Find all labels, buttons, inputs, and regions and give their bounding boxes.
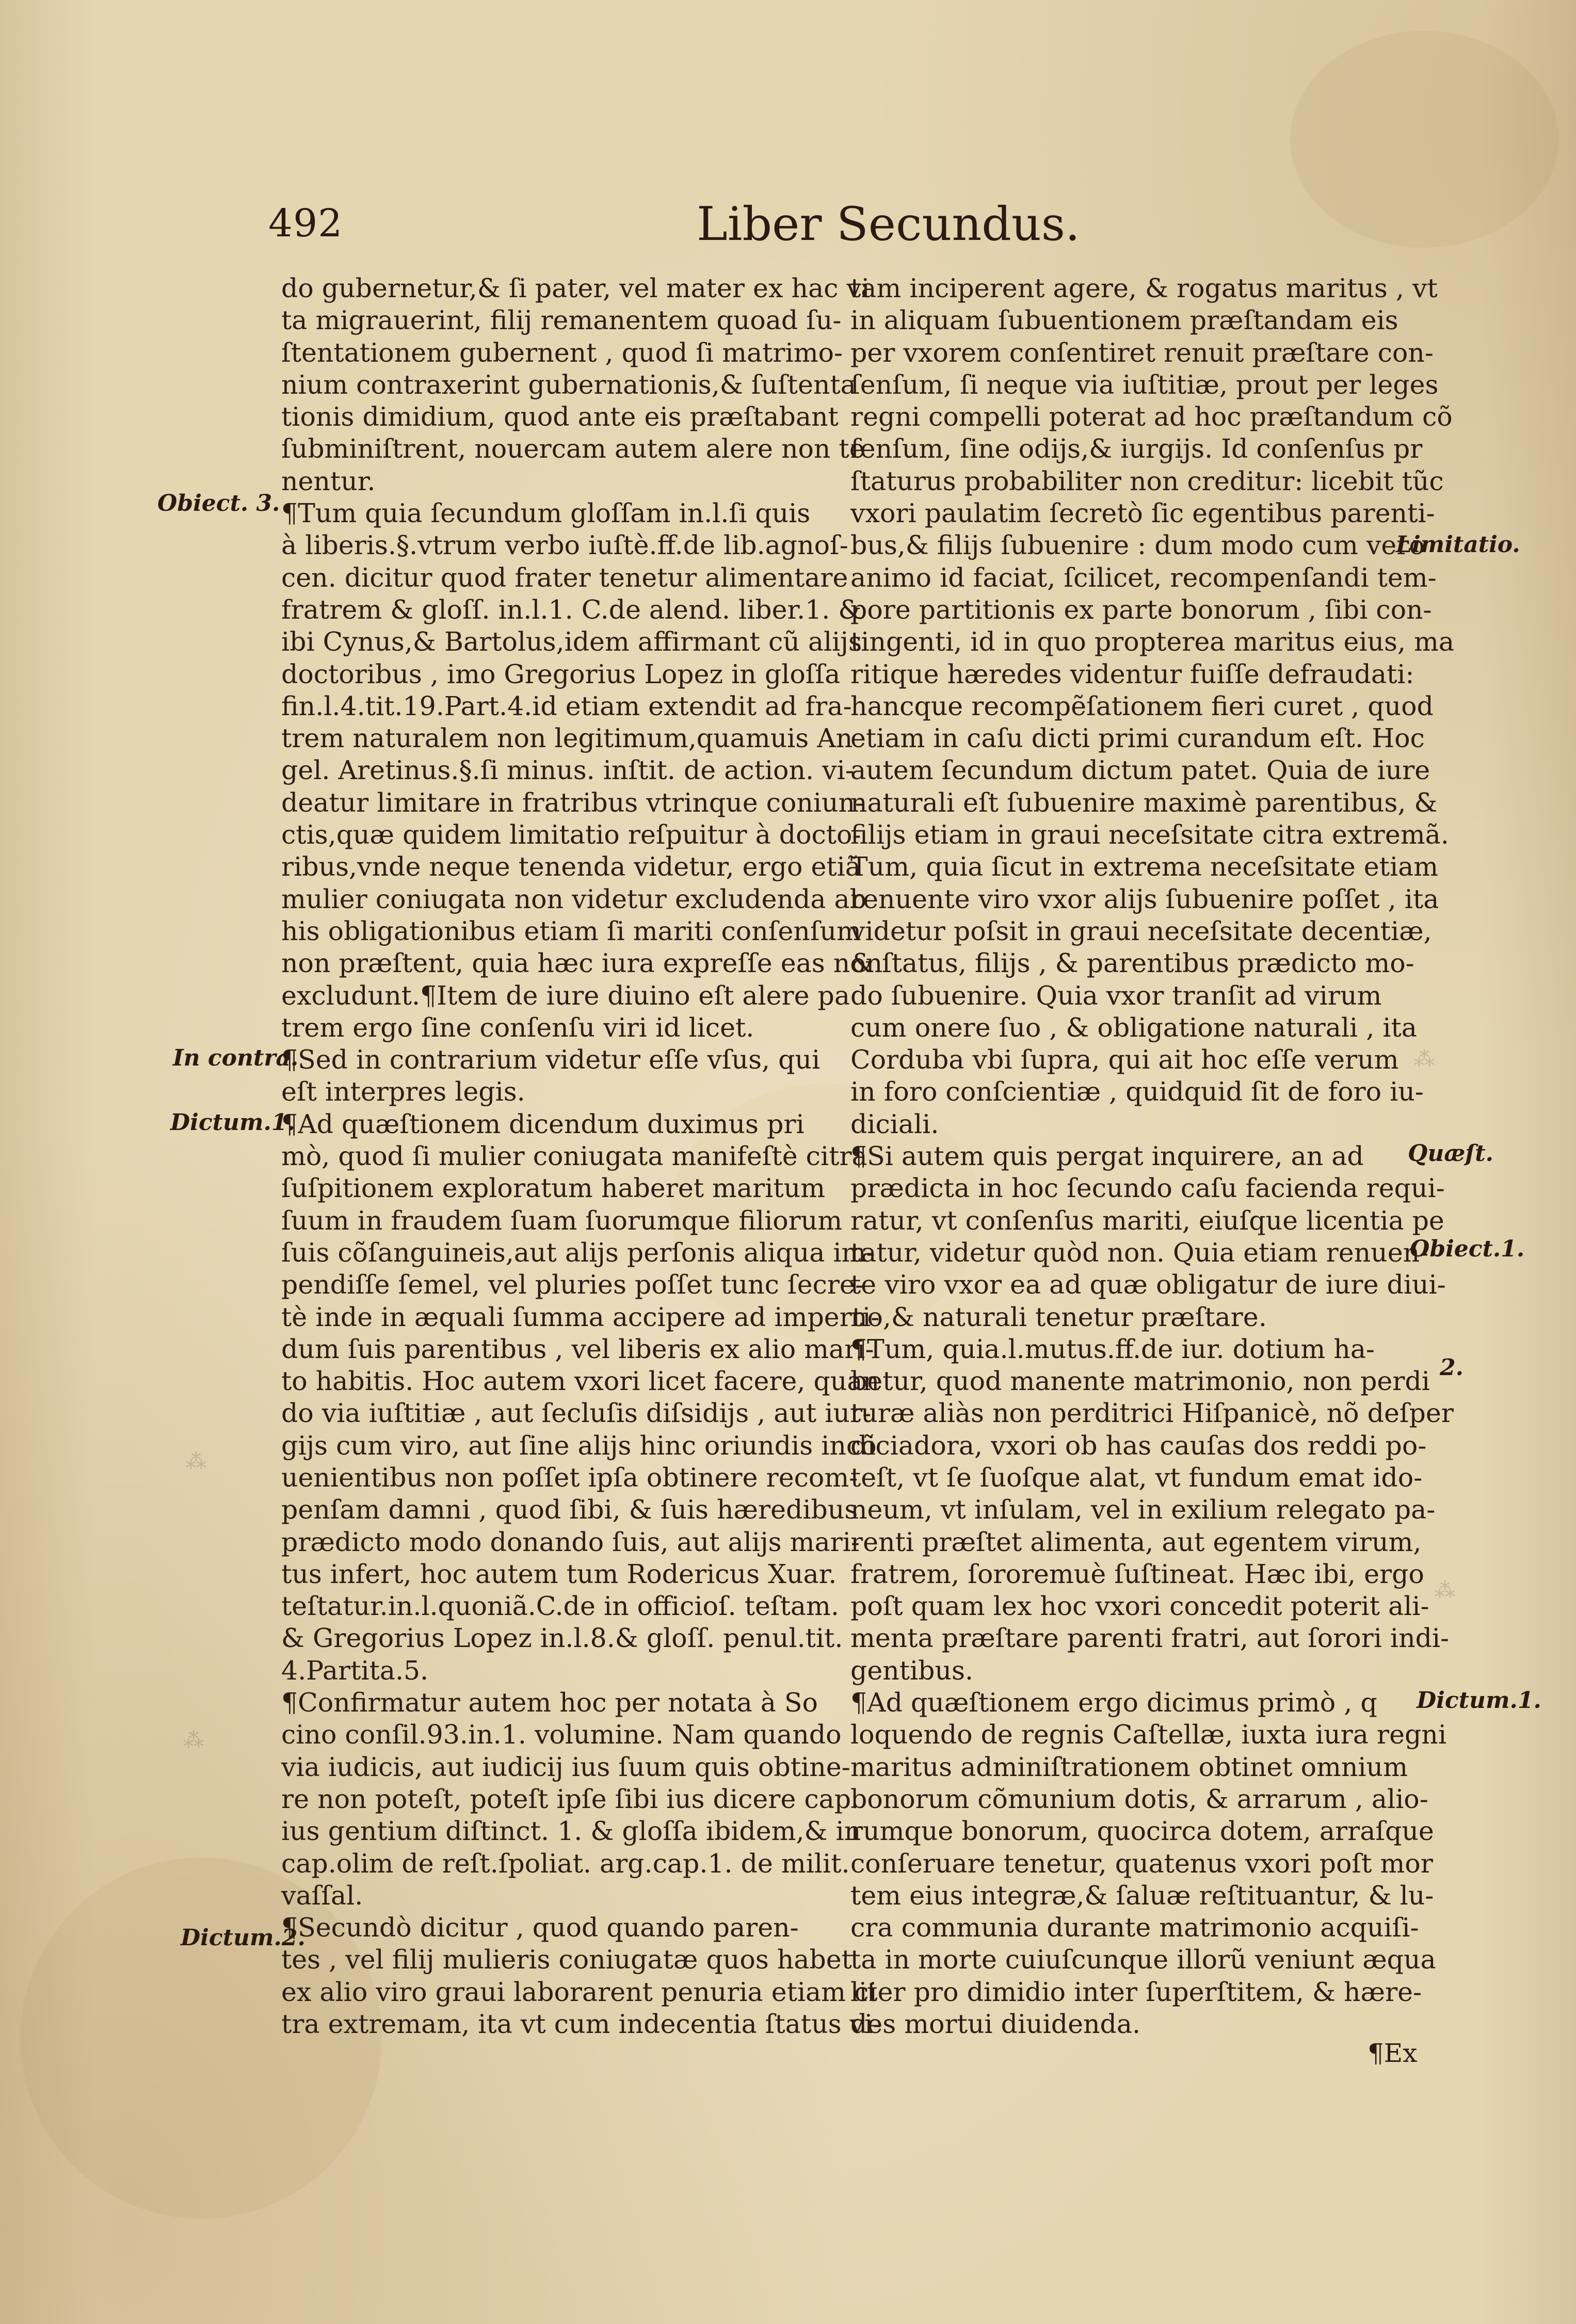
page-number: 492 bbox=[268, 201, 343, 246]
text-line: to habitis. Hoc autem vxori licet facere, quan bbox=[281, 1366, 880, 1397]
text-line: ſenſum, ſi neque via iuſtitiæ, prout per leges bbox=[850, 369, 1439, 400]
text-line: tra extremam, ita vt cum indecentia ſtatus vi- bbox=[281, 2009, 882, 2040]
text-line: non præſtent, quia hæc iura expreſſe eas non bbox=[281, 948, 883, 979]
text-line: turæ aliàs non perditrici Hiſpanicè, nõ deſper bbox=[850, 1398, 1454, 1429]
text-line: vaſſal. bbox=[281, 1880, 363, 1911]
text-line: vxori paulatim ſecretò ſic egentibus parenti- bbox=[850, 498, 1435, 529]
text-line: bus,& filijs ſubuenire : dum modo cum vero bbox=[850, 530, 1425, 561]
margin-note-dictum-1: Dictum.1. bbox=[170, 1109, 295, 1136]
bleed-through-mark: ⁂ bbox=[186, 1450, 206, 1474]
text-line: ius gentium diſtinct. 1. & gloſſa ibidem,& in bbox=[281, 1816, 861, 1847]
text-line: maritus adminiſtrationem obtinet omnium bbox=[850, 1751, 1408, 1782]
text-line: ¶Secundò dicitur , quod quando paren- bbox=[281, 1912, 799, 1943]
text-line: do via iuſtitiæ , aut ſecluſis diſsidijs , aut iur- bbox=[281, 1398, 872, 1429]
text-line: tam inciperent agere, & rogatus maritus , vt bbox=[850, 273, 1438, 303]
text-line: ta migrauerint, filij remanentem quoad ſu- bbox=[281, 305, 842, 336]
margin-note-obiect-3: Obiect. 3. bbox=[157, 490, 280, 517]
text-line: mulier coniugata non videtur excludenda ab bbox=[281, 883, 866, 914]
text-line: renuente viro vxor alijs ſubuenire poſſet , ita bbox=[850, 883, 1439, 914]
page-header bbox=[268, 197, 1450, 254]
text-line: & Gregorius Lopez in.l.8.& gloſſ. penul.tit. bbox=[281, 1623, 843, 1654]
text-line: ribus,vnde neque tenenda videtur, ergo etiã bbox=[281, 851, 861, 882]
margin-note-dictum-1-right: Dictum.1. bbox=[1417, 1687, 1541, 1714]
text-line: tatur, videtur quòd non. Quia etiam renuen- bbox=[850, 1237, 1429, 1268]
text-line: ſtentationem gubernent , quod ſi matrimo- bbox=[281, 337, 843, 368]
text-line: teſtatur.in.l.quoniã.C.de in officioſ. teſtam. bbox=[281, 1591, 839, 1622]
text-line: eſt interpres legis. bbox=[281, 1076, 525, 1107]
text-line: autem ſecundum dictum patet. Quia de iure bbox=[850, 755, 1430, 786]
text-line: betur, quod manente matrimonio, non perdi bbox=[850, 1366, 1430, 1397]
text-line: cen. dicitur quod frater tenetur alimentare bbox=[281, 562, 848, 593]
text-line: fratrem & gloſſ. in.l.1. C.de alend. liber.1. & bbox=[281, 594, 862, 625]
text-line: doctoribus , imo Gregorius Lopez in gloſſa bbox=[281, 658, 841, 689]
text-line: ¶Confirmatur autem hoc per notata à So bbox=[281, 1687, 818, 1718]
text-line: pore partitionis ex parte bonorum , ſibi con- bbox=[850, 594, 1432, 625]
text-line: re non poteſt, poteſt ipſe ſibi ius dicere cap. bbox=[281, 1783, 860, 1814]
text-line: ta in morte cuiuſcunque illorũ veniunt æqua bbox=[850, 1944, 1436, 1975]
text-line: his obligationibus etiam ſi mariti conſenſum bbox=[281, 915, 861, 946]
text-line: fratrem, ſororemuè ſuſtineat. Hæc ibi, ergo bbox=[850, 1558, 1424, 1589]
text-line: Corduba vbi ſupra, qui ait hoc eſſe verum bbox=[850, 1044, 1399, 1075]
margin-note-2: 2. bbox=[1440, 1354, 1464, 1381]
text-line: ctis,quæ quidem limitatio reſpuitur à docto- bbox=[281, 819, 861, 850]
text-line: conſeruare tenetur, quatenus vxori poſt mor bbox=[850, 1848, 1433, 1879]
text-line: mò, quod ſi mulier coniugata manifeſtè citra bbox=[281, 1141, 867, 1172]
text-line: tingenti, id in quo propterea maritus eius, ma bbox=[850, 626, 1455, 657]
text-line: ibi Cynus,& Bartolus,idem affirmant cũ alijs bbox=[281, 626, 862, 657]
text-line: gijs cum viro, aut ſine alijs hinc oriundis incõ bbox=[281, 1430, 877, 1461]
text-line: nium contraxerint gubernationis,& ſuſtenta bbox=[281, 369, 856, 400]
text-line: via iudicis, aut iudicij ius ſuum quis obtine- bbox=[281, 1751, 850, 1782]
text-line: ¶Si autem quis pergat inquirere, an ad bbox=[850, 1141, 1364, 1172]
text-line: ſuum in fraudem ſuam ſuorumque filiorum bbox=[281, 1205, 843, 1236]
left-text-column bbox=[281, 272, 883, 2040]
text-line: ratur, vt conſenſus mariti, eiuſque licentia pe bbox=[850, 1205, 1444, 1236]
text-line: nentur. bbox=[281, 465, 376, 496]
text-line: tes , vel filij mulieris coniugatæ quos habet bbox=[281, 1944, 852, 1975]
text-line: ¶Tum quia ſecundum gloſſam in.l.ſi quis bbox=[281, 498, 811, 529]
text-line: diciali. bbox=[850, 1108, 939, 1139]
text-line: tè inde in æquali ſumma accipere ad imperti- bbox=[281, 1301, 880, 1332]
text-line: cum onere ſuo , & obligatione naturali , ita bbox=[850, 1012, 1417, 1043]
text-line: hancque recompẽſationem fieri curet , quod bbox=[850, 690, 1434, 721]
text-line: tionis dimidium, quod ante eis præſtabant bbox=[281, 401, 839, 432]
text-line: tem eius integræ,& ſaluæ reſtituantur, & lu- bbox=[850, 1880, 1434, 1911]
text-line: ſuſpitionem exploratum haberet maritum bbox=[281, 1173, 826, 1204]
text-line: teſt, vt ſe ſuoſque alat, vt fundum emat ido- bbox=[850, 1462, 1423, 1493]
text-line: penſam damni , quod ſibi, & ſuis hæredibus bbox=[281, 1494, 858, 1525]
margin-note-in-contra: In contra. bbox=[173, 1045, 299, 1071]
text-line: cra communia durante matrimonio acquiſi- bbox=[850, 1912, 1419, 1943]
text-line: rumque bonorum, quocirca dotem, arraſque bbox=[850, 1816, 1434, 1847]
text-line: ſtaturus probabiliter non creditur: licebit tũc bbox=[850, 465, 1444, 496]
text-line: fin.l.4.tit.19.Part.4.id etiam extendit ad fra- bbox=[281, 690, 852, 721]
text-line: do ſubuenire. Quia vxor tranſit ad virum bbox=[850, 980, 1382, 1011]
text-line: naturali eſt ſubuenire maximè parentibus, & bbox=[850, 787, 1438, 818]
text-line: etiam in caſu dicti primi curandum eſt. Hoc bbox=[850, 723, 1425, 754]
text-line: bonorum cõmunium dotis, & arrarum , alio- bbox=[850, 1783, 1428, 1814]
text-line: animo id faciat, ſcilicet, recompenſandi tem- bbox=[850, 562, 1437, 593]
text-line: cap.olim de reſt.ſpoliat. arg.cap.1. de milit. bbox=[281, 1848, 850, 1879]
catchword: ¶Ex bbox=[1368, 2038, 1418, 2068]
text-line: te viro vxor ea ad quæ obligatur de iure diui- bbox=[850, 1269, 1446, 1300]
text-line: 4.Partita.5. bbox=[281, 1655, 429, 1686]
text-line: renti præſtet alimenta, aut egentem virum, bbox=[850, 1526, 1422, 1557]
text-line: neum, vt inſulam, vel in exilium relegato pa- bbox=[850, 1494, 1436, 1525]
text-line: trem naturalem non legitimum,quamuis An bbox=[281, 723, 853, 754]
text-line: prædicto modo donando ſuis, aut alijs mari- bbox=[281, 1526, 860, 1557]
text-line: prædicta in hoc ſecundo caſu facienda requi- bbox=[850, 1173, 1445, 1204]
running-title: Liber Secundus. bbox=[697, 197, 1080, 251]
text-line: menta præſtare parenti fratri, aut ſorori indi- bbox=[850, 1623, 1450, 1654]
text-line: uenientibus non poſſet ipſa obtinere recom- bbox=[281, 1462, 858, 1493]
text-line: excludunt.¶Item de iure diuino eſt alere pa bbox=[281, 980, 850, 1011]
text-line: regni compelli poterat ad hoc præſtandum cõ bbox=[850, 401, 1453, 432]
text-line: poſt quam lex hoc vxori concedit poterit ali- bbox=[850, 1591, 1429, 1622]
text-line: dum ſuis parentibus , vel liberis ex alio mari- bbox=[281, 1333, 874, 1364]
text-line: ex alio viro graui laborarent penuria etiam ci bbox=[281, 1976, 877, 2007]
text-line: do gubernetur,& ſi pater, vel mater ex hac vi bbox=[281, 273, 870, 303]
text-line: ritique hæredes videntur fuiſſe defraudati: bbox=[850, 658, 1414, 689]
text-line: ¶Ad quæſtionem dicendum duximus pri bbox=[281, 1108, 805, 1139]
text-line: à liberis.§.vtrum verbo iuſtè.ff.de lib.agnoſ- bbox=[281, 530, 848, 561]
margin-note-obiect-1: Obiect.1. bbox=[1410, 1236, 1525, 1262]
text-line: des mortui diuidenda. bbox=[850, 2009, 1141, 2040]
text-line: per vxorem conſentiret renuit præſtare con- bbox=[850, 337, 1434, 368]
right-text-column bbox=[850, 272, 1455, 2040]
text-line: ſenſum, ſine odijs,& iurgijs. Id conſenſus pr bbox=[850, 433, 1423, 464]
bleed-through-mark: ⁂ bbox=[183, 1729, 204, 1752]
text-line: filijs etiam in graui neceſsitate citra extremã. bbox=[850, 819, 1449, 850]
text-line: trem ergo ſine conſenſu viri id licet. bbox=[281, 1012, 754, 1043]
text-line: videtur poſsit in graui neceſsitate decentiæ, bbox=[850, 915, 1432, 946]
text-line: gentibus. bbox=[850, 1655, 974, 1686]
text-line: pendiſſe ſemel, vel pluries poſſet tunc ſecre- bbox=[281, 1269, 864, 1300]
text-line: ¶Sed in contrarium videtur eſſe vſus, qui bbox=[281, 1044, 821, 1075]
text-line: ſubminiſtrent, nouercam autem alere non te bbox=[281, 433, 865, 464]
text-line: & ſtatus, filijs , & parentibus prædicto mo- bbox=[850, 948, 1414, 979]
text-line: liter pro dimidio inter ſuperſtitem, & hære- bbox=[850, 1976, 1422, 2007]
text-line: no,& naturali tenetur præſtare. bbox=[850, 1301, 1267, 1332]
bleed-through-mark: ⁂ bbox=[1435, 1579, 1455, 1603]
text-line: tus infert, hoc autem tum Rodericus Xuar. bbox=[281, 1558, 837, 1589]
text-line: ſuis cõſanguineis,aut alijs perſonis aliqua im- bbox=[281, 1237, 875, 1268]
text-line: gel. Aretinus.§.ſi minus. inſtit. de action. vi- bbox=[281, 755, 854, 786]
text-line: diciadora, vxori ob has cauſas dos reddi po- bbox=[850, 1430, 1427, 1461]
text-line: in aliquam ſubuentionem præſtandam eis bbox=[850, 305, 1398, 336]
text-line: in foro conſcientiæ , quidquid ſit de foro iu- bbox=[850, 1076, 1424, 1107]
margin-note-dictum-2: Dictum.2. bbox=[181, 1925, 305, 1951]
text-line: loquendo de regnis Caſtellæ, iuxta iura regni bbox=[850, 1719, 1446, 1750]
bleed-through-mark: ⁂ bbox=[1414, 1047, 1435, 1071]
text-line: deatur limitare in fratribus vtrinque coniun- bbox=[281, 787, 864, 818]
text-line: cino conſil.93.in.1. volumine. Nam quando bbox=[281, 1719, 842, 1750]
text-line: ¶Ad quæſtionem ergo dicimus primò , q bbox=[850, 1687, 1377, 1718]
text-line: ¶Tum, quia.l.mutus.ff.de iur. dotium ha- bbox=[850, 1333, 1375, 1364]
text-line: Tum, quia ſicut in extrema neceſsitate etiam bbox=[850, 851, 1439, 882]
margin-note-quaest: Quæſt. bbox=[1408, 1140, 1493, 1167]
margin-note-limitatio: Limitatio. bbox=[1396, 531, 1520, 558]
